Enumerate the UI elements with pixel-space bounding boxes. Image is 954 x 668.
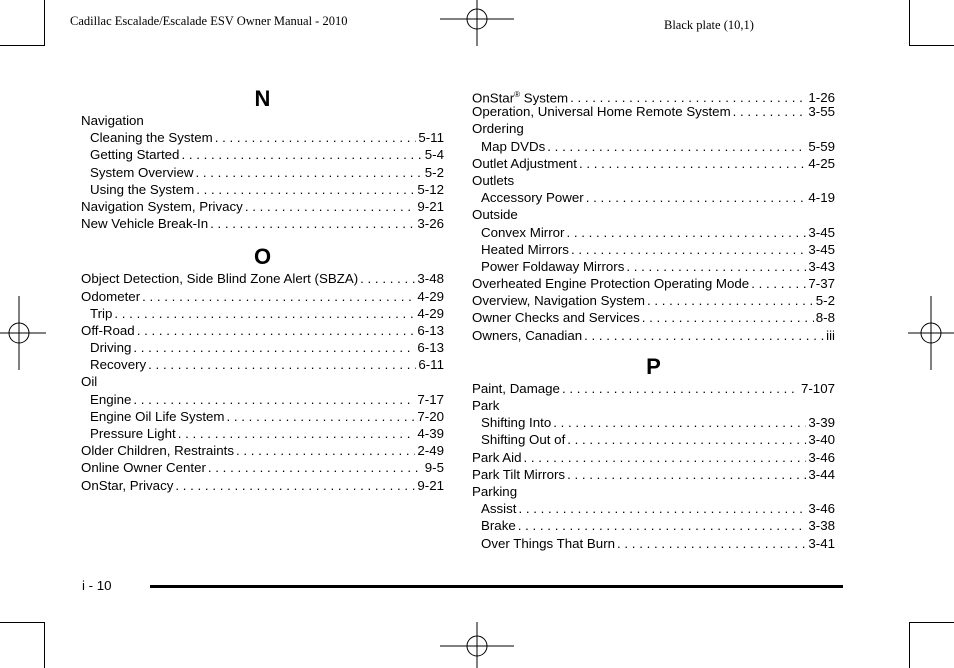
entry-title: Driving (90, 340, 132, 356)
crop-mark (0, 45, 44, 46)
dot-leader (751, 275, 806, 292)
dot-leader (579, 155, 806, 172)
entry-title: Park Tilt Mirrors (472, 466, 566, 482)
page-reference: 3-39 (808, 415, 835, 431)
index-entry (81, 112, 444, 129)
index-column-left (81, 86, 444, 494)
entry-title: Navigation (81, 113, 144, 128)
manual-title: Cadillac Escalade/Escalade ESV Owner Manual - 2010 (70, 14, 348, 28)
entry-title: System Overview (90, 164, 194, 180)
dot-leader (360, 270, 415, 287)
entry-title: Recovery (90, 357, 147, 373)
index-entry (472, 172, 835, 189)
entry-title: Oil (81, 374, 98, 390)
crop-mark (0, 622, 44, 623)
index-entry (81, 215, 444, 232)
section-letter: N (254, 86, 271, 111)
index-column-right (472, 86, 835, 552)
entry-title: Shifting Into (481, 415, 552, 431)
entry-title: Power Foldaway Mirrors (481, 258, 625, 274)
dot-leader (215, 129, 417, 146)
index-subentry (81, 164, 444, 181)
dot-leader (524, 449, 807, 466)
entry-title: Getting Started (90, 147, 180, 163)
page-reference: 3-46 (808, 449, 835, 465)
index-entry (472, 275, 835, 292)
entry-title: Outlet Adjustment (472, 155, 577, 171)
dot-leader (567, 224, 807, 241)
plate-label: Black plate (10,1) (664, 18, 754, 32)
entry-title: Park Aid (472, 449, 522, 465)
index-subentry (472, 535, 835, 552)
index-entry (472, 380, 835, 397)
entry-title: Convex Mirror (481, 224, 565, 240)
dot-leader (195, 164, 422, 181)
dot-leader (181, 146, 422, 163)
dot-leader (647, 292, 814, 309)
dot-leader (553, 414, 806, 431)
index-entry (81, 288, 444, 305)
page-reference: iii (826, 327, 835, 343)
entry-title: Accessory Power (481, 190, 584, 206)
page-reference: 4-25 (808, 155, 835, 171)
page-reference: 6-13 (417, 322, 444, 338)
index-entry (81, 270, 444, 287)
dot-leader (733, 103, 807, 120)
page-reference: 5-2 (424, 164, 444, 180)
page-reference: 7-17 (417, 391, 444, 407)
entry-title: New Vehicle Break-In (81, 216, 209, 232)
entry-title: OnStar, Privacy (81, 477, 174, 493)
index-entry (472, 103, 835, 120)
registration-mark-icon (0, 296, 46, 370)
entry-title: Brake (481, 518, 516, 534)
index-subentry (472, 500, 835, 517)
crop-mark (910, 45, 954, 46)
page-reference: 9-21 (417, 198, 444, 214)
dot-leader (208, 459, 423, 476)
page-reference: 9-21 (417, 477, 444, 493)
index-subentry (81, 146, 444, 163)
entry-title: Outlets (472, 172, 515, 188)
entry-title: Shifting Out of (481, 432, 566, 448)
dot-leader (518, 517, 807, 534)
entry-title: Outside (472, 207, 518, 223)
page-reference: 7-107 (800, 380, 835, 396)
dot-leader (567, 466, 806, 483)
index-subentry (81, 339, 444, 356)
registration-mark-icon (908, 296, 954, 370)
index-entry (472, 466, 835, 483)
page-reference: 5-4 (424, 147, 444, 163)
page-reference: 3-45 (808, 224, 835, 240)
entry-title-text: System (520, 90, 569, 106)
dot-leader (547, 138, 806, 155)
index-entry (81, 198, 444, 215)
entry-title: Pressure Light (90, 426, 176, 441)
page-reference: 4-19 (808, 190, 835, 206)
page-reference: 4-39 (417, 426, 444, 441)
dot-leader (210, 215, 415, 232)
page-reference: 5-12 (417, 181, 444, 197)
page-reference: 4-29 (417, 305, 444, 321)
index-subentry (472, 224, 835, 241)
dot-leader (114, 305, 415, 322)
entry-title: Over Things That Burn (481, 535, 616, 551)
entry-title: Online Owner Center (81, 460, 206, 476)
crop-mark (909, 622, 910, 668)
entry-title: Odometer (81, 288, 141, 304)
page-reference: 2-49 (417, 443, 444, 459)
page-reference: 3-41 (808, 535, 835, 551)
index-entry (81, 477, 444, 494)
crop-mark (44, 622, 45, 668)
page-reference: 5-2 (815, 293, 835, 309)
index-subentry (81, 425, 444, 442)
dot-leader (245, 198, 416, 215)
dot-leader (567, 431, 806, 448)
crop-mark (910, 622, 954, 623)
index-subentry (472, 517, 835, 534)
index-entry (472, 155, 835, 172)
index-entry (81, 373, 444, 390)
entry-title: Object Detection, Side Blind Zone Alert (SBZA) (81, 271, 359, 287)
registered-mark: ® (514, 90, 521, 99)
entry-title: Cleaning the System (90, 130, 213, 146)
index-subentry (472, 138, 835, 155)
entry-title: Owner Checks and Services (472, 310, 640, 326)
dot-leader (175, 477, 415, 494)
index-entry (472, 449, 835, 466)
entry-title: Assist (481, 501, 517, 517)
entry-title: Using the System (90, 181, 195, 197)
dot-leader (133, 391, 415, 408)
entry-title: Navigation System, Privacy (81, 198, 243, 214)
entry-title: Parking (472, 483, 518, 499)
index-entry (81, 322, 444, 339)
crop-mark (44, 0, 45, 46)
page-reference: 5-59 (808, 138, 835, 154)
entry-title: Map DVDs (481, 138, 546, 154)
page-reference: 1-26 (808, 90, 835, 106)
registration-mark-icon (440, 622, 514, 668)
entry-title-text: OnStar (472, 90, 515, 106)
dot-leader (626, 258, 806, 275)
registration-mark-icon (440, 0, 514, 46)
page-reference: 7-20 (417, 408, 444, 424)
section-letter: P (646, 353, 661, 379)
page-reference: 3-46 (808, 501, 835, 517)
entry-title: Owners, Canadian (472, 327, 583, 343)
index-subentry (472, 414, 835, 431)
dot-leader (196, 181, 415, 198)
page-reference: 3-40 (808, 432, 835, 448)
page-reference: 9-5 (424, 460, 444, 476)
page-reference: 3-55 (808, 104, 835, 120)
page-reference: 3-38 (808, 518, 835, 534)
dot-leader (133, 339, 415, 356)
section-gap (472, 344, 835, 354)
entry-title: Engine Oil Life System (90, 408, 225, 424)
page-reference: 6-11 (418, 357, 444, 373)
dot-leader (617, 535, 806, 552)
page-reference: 7-37 (808, 276, 835, 292)
index-subentry (472, 241, 835, 258)
entry-title: Overheated Engine Protection Operating Mode (472, 276, 750, 292)
page-reference: 3-45 (808, 241, 835, 257)
index-entry (472, 292, 835, 309)
index-subentry (81, 391, 444, 408)
index-subentry (81, 305, 444, 322)
page-number: i - 10 (82, 578, 112, 593)
page-reference: 3-44 (808, 466, 835, 482)
index-subentry (81, 129, 444, 146)
entry-title: Paint, Damage (472, 380, 560, 396)
dot-leader (584, 327, 824, 344)
entry-title: Park (472, 398, 500, 413)
index-entry (81, 442, 444, 459)
dot-leader (148, 356, 416, 373)
dot-leader (178, 425, 416, 442)
dot-leader (227, 408, 416, 425)
index-subentry (81, 181, 444, 198)
entry-title: Trip (90, 305, 113, 321)
entry-title: Operation, Universal Home Remote System (472, 104, 731, 120)
section-letter: O (253, 244, 272, 270)
index-subentry (472, 431, 835, 448)
index-entry (472, 397, 835, 414)
page-reference: 3-43 (808, 258, 835, 274)
index-entry (472, 86, 835, 106)
dot-leader (236, 442, 415, 459)
index-subentry (472, 189, 835, 206)
page-reference: 6-13 (417, 340, 444, 356)
page-reference: 8-8 (815, 310, 835, 326)
index-subentry (81, 408, 444, 425)
index-entry (472, 327, 835, 344)
crop-mark (909, 0, 910, 46)
dot-leader (586, 189, 807, 206)
page-reference: 4-29 (417, 288, 444, 304)
index-entry (472, 309, 835, 326)
entry-title: Heated Mirrors (481, 241, 569, 257)
dot-leader (642, 309, 814, 326)
index-entry (81, 459, 444, 476)
entry-title: Off-Road (81, 322, 135, 338)
entry-title: Overview, Navigation System (472, 293, 645, 309)
section-gap (81, 232, 444, 244)
dot-leader (142, 288, 415, 305)
index-entry (472, 483, 835, 500)
page-reference: 3-26 (417, 216, 444, 232)
index-entry (472, 206, 835, 223)
page-reference: 3-48 (417, 271, 444, 287)
index-entry (472, 120, 835, 137)
footer-rule (150, 585, 843, 588)
dot-leader (137, 322, 416, 339)
page-reference: 5-11 (418, 130, 444, 146)
entry-title: Older Children, Restraints (81, 443, 234, 459)
index-subentry (472, 258, 835, 275)
entry-title: Ordering (472, 121, 524, 137)
dot-leader (562, 380, 799, 397)
dot-leader (518, 500, 806, 517)
entry-title: Engine (90, 391, 132, 407)
dot-leader (571, 241, 806, 258)
index-subentry (81, 356, 444, 373)
